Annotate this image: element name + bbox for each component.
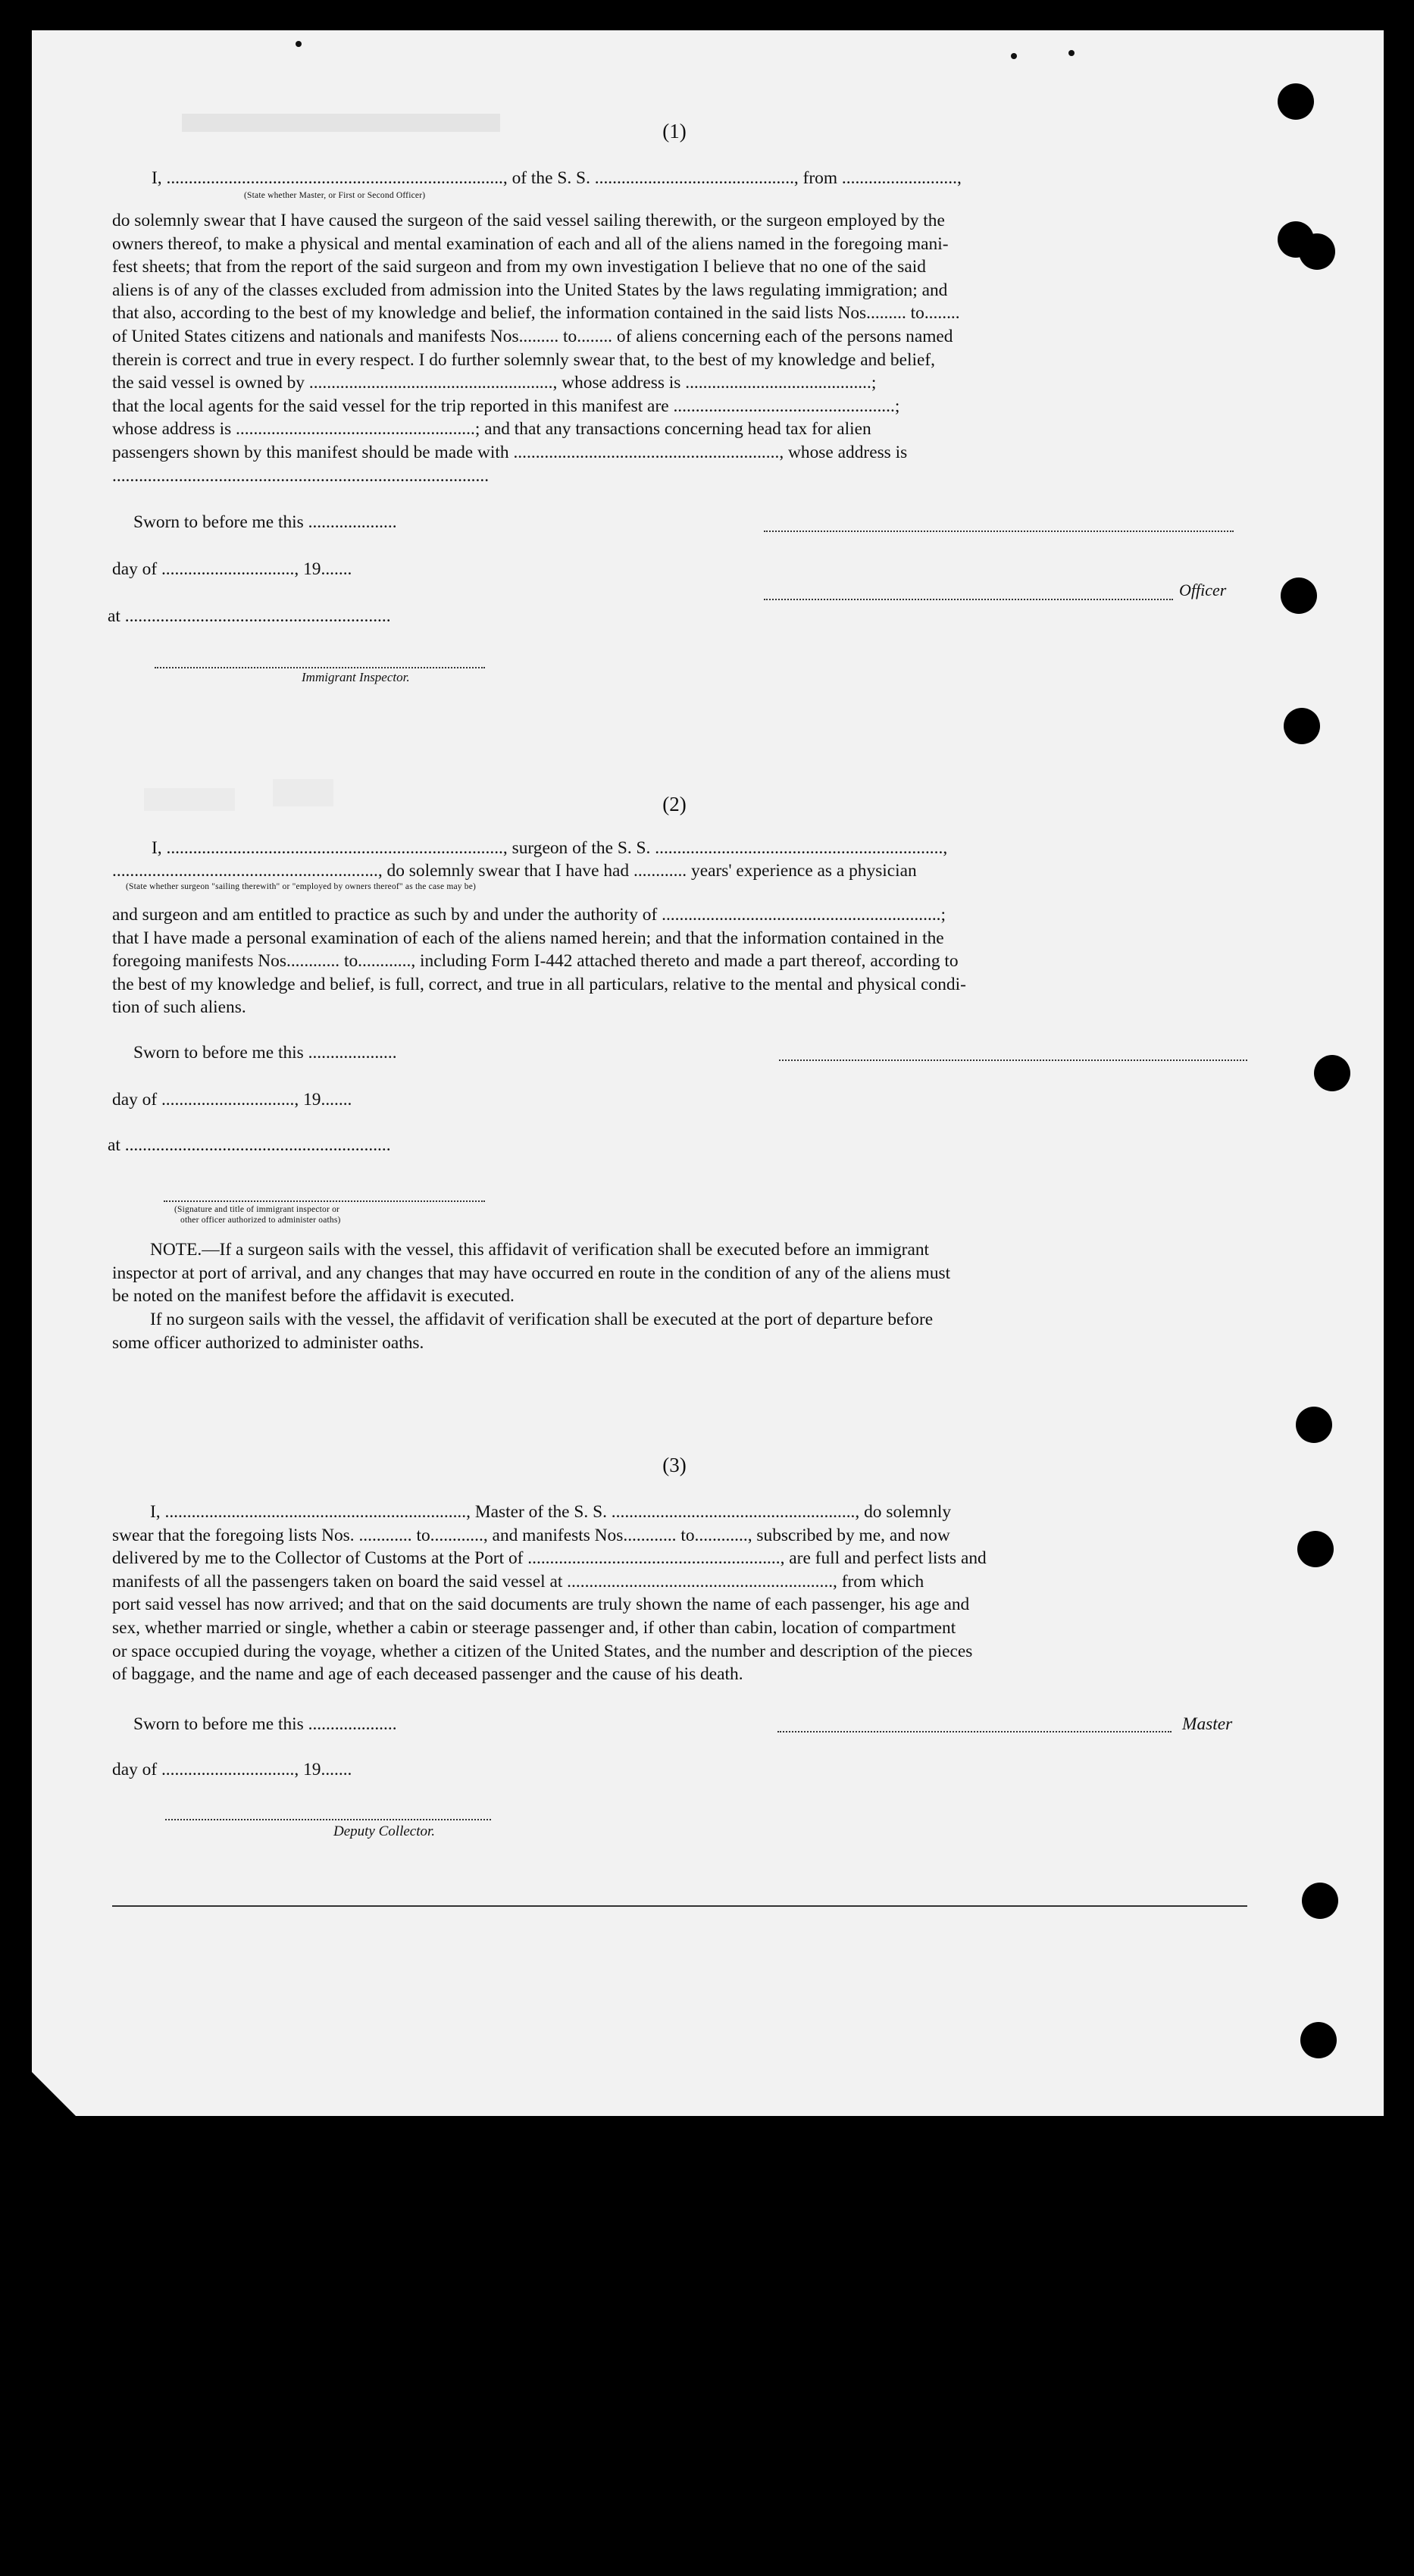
note-line: be noted on the manifest before the affidavit is executed.	[112, 1286, 515, 1307]
faint-stamp	[273, 779, 333, 806]
body-line: owners thereof, to make a physical and mental examination of each and all of the aliens named in the foregoing mani-	[112, 233, 949, 254]
body-line: .....................................................................................	[112, 465, 490, 486]
officer-caption: (State whether Master, or First or Second Officer)	[244, 191, 426, 200]
body-line: sex, whether married or single, whether a cabin or steerage passenger and, if other than cabin, location of compartment	[112, 1617, 956, 1638]
note-line: NOTE.—If a surgeon sails with the vessel, this affidavit of verification shall be executed before an immigrant	[150, 1240, 930, 1260]
surgeon-signature-line	[779, 1060, 1247, 1061]
signature-line	[764, 531, 1234, 532]
day-line: day of .............................., 19.......	[112, 1090, 352, 1110]
section-number: (2)	[662, 793, 687, 815]
collector-signature-line	[165, 1819, 491, 1820]
section2-second-line	[112, 859, 1249, 883]
binder-hole	[1284, 708, 1320, 744]
speck	[1068, 50, 1075, 56]
faint-stamp	[182, 114, 500, 132]
body-line: that I have made a personal examination of each of the aliens named herein; and that the information contained in the	[112, 928, 944, 948]
at-line: at ............................................................	[108, 606, 391, 626]
body-line: that also, according to the best of my knowledge and belief, the information contained in the said lists Nos......... to........	[112, 303, 960, 324]
note-line: some officer authorized to administer oaths.	[112, 1332, 424, 1353]
speck	[1011, 53, 1017, 59]
body-line: tion of such aliens.	[112, 997, 246, 1018]
body-line: swear that the foregoing lists Nos. ............ to............, and manifests Nos............ to............, subscribed by me, and now	[112, 1525, 950, 1545]
body-line: therein is correct and true in every respect. I do further solemnly swear that, to the best of my knowledge and belief,	[112, 349, 935, 370]
body-line: of baggage, and the name and age of each deceased passenger and the cause of his death.	[112, 1664, 743, 1685]
section-number: (1)	[662, 120, 687, 142]
body-line: I, ...................................................................., Master of the S. S. ......................................................., do solemnly	[150, 1502, 952, 1522]
body-line: the best of my knowledge and belief, is full, correct, and true in all particulars, relative to the mental and physical condi-	[112, 974, 966, 994]
note-line: inspector at port of arrival, and any changes that may have occurred en route in the condition of any of the aliens must	[112, 1263, 951, 1283]
body-line: foregoing manifests Nos............ to............, including Form I-442 attached thereto and made a part thereof, according to	[112, 951, 959, 972]
day-line: day of .............................., 19.......	[112, 559, 352, 579]
speck	[296, 41, 302, 47]
body-line: passengers shown by this manifest should be made with ............................................................, whose address is	[112, 442, 908, 462]
master-signature-line	[777, 1731, 1172, 1732]
section1-opening-line	[152, 167, 1249, 190]
master-label: Master	[1182, 1714, 1233, 1734]
binder-hole	[1300, 2022, 1337, 2058]
surgeon-caption: (State whether surgeon "sailing therewith" or "employed by owners thereof" as the case may be)	[126, 882, 477, 891]
body-line: delivered by me to the Collector of Customs at the Port of ........................................................., are full and perfect lists and	[112, 1548, 987, 1569]
section2-opening	[152, 837, 1249, 860]
body-line: and surgeon and am entitled to practice as such by and under the authority of ...............................................................;	[112, 905, 946, 925]
note-paragraph-2	[112, 1308, 1249, 1354]
binder-hole	[1314, 1055, 1350, 1091]
section2-body	[112, 903, 1249, 1019]
faint-stamp	[144, 788, 235, 811]
binder-hole	[1299, 233, 1335, 270]
binder-hole	[1278, 83, 1314, 120]
body-line: do solemnly swear that I have caused the surgeon of the said vessel sailing therewith, or the surgeon employed by the	[112, 211, 945, 230]
bottom-rule	[112, 1905, 1247, 1907]
binder-hole	[1281, 577, 1317, 614]
binder-hole	[1297, 1531, 1334, 1567]
body-line: manifests of all the passengers taken on board the said vessel at ............................................................, from which	[112, 1571, 924, 1592]
witness-caption-2: other officer authorized to administer oaths)	[180, 1216, 341, 1225]
witness-signature-line	[164, 1200, 485, 1202]
second-line-text: ............................................................, do solemnly swear that I have had ............ years' experience as a physician	[112, 861, 917, 881]
opening-line-text: I, ............................................................................, of the S. S. ............................................., from ..........................,	[152, 168, 962, 188]
body-line: port said vessel has now arrived; and that on the said documents are truly shown the name of each passenger, his age and	[112, 1595, 970, 1615]
binder-hole	[1302, 1883, 1338, 1919]
section-number: (3)	[662, 1454, 687, 1476]
sworn-line: Sworn to before me this ....................	[133, 1043, 397, 1063]
body-line: aliens is of any of the classes excluded from admission into the United States by the laws regulating immigration; and	[112, 280, 948, 300]
sworn-line: Sworn to before me this ....................	[133, 1714, 397, 1734]
section3-body	[112, 1501, 1249, 1686]
body-line: that the local agents for the said vessel for the trip reported in this manifest are ..................................................;	[112, 396, 900, 416]
officer-label: Officer	[1179, 581, 1227, 599]
opening-line-text: I, ............................................................................, surgeon of the S. S. .................................................................,	[152, 838, 948, 858]
binder-hole	[1296, 1407, 1332, 1443]
inspector-signature-line	[155, 667, 485, 668]
at-line: at ............................................................	[108, 1135, 391, 1155]
sworn-line: Sworn to before me this ....................	[133, 512, 397, 532]
section1-body	[112, 209, 1249, 487]
note-paragraph	[112, 1238, 1249, 1308]
witness-caption-1: (Signature and title of immigrant inspector or	[174, 1205, 340, 1214]
body-line: whose address is ......................................................; and that any transactions concerning head tax for alien	[112, 419, 871, 440]
body-line: fest sheets; that from the report of the said surgeon and from my own investigation I believe that no one of the said	[112, 257, 926, 277]
collector-label: Deputy Collector.	[333, 1823, 436, 1839]
torn-corner	[30, 2071, 77, 2117]
body-line: or space occupied during the voyage, whether a citizen of the United States, and the number and description of the pieces	[112, 1641, 973, 1661]
day-line: day of .............................., 19.......	[112, 1760, 352, 1779]
body-line: the said vessel is owned by ......................................................., whose address is ..........................................;	[112, 373, 877, 393]
note-line: If no surgeon sails with the vessel, the affidavit of verification shall be executed at the port of departure before	[150, 1310, 934, 1329]
inspector-label: Immigrant Inspector.	[302, 670, 410, 684]
body-line: of United States citizens and nationals and manifests Nos......... to........ of aliens concerning each of the persons named	[112, 326, 953, 346]
officer-signature-line	[764, 599, 1173, 600]
